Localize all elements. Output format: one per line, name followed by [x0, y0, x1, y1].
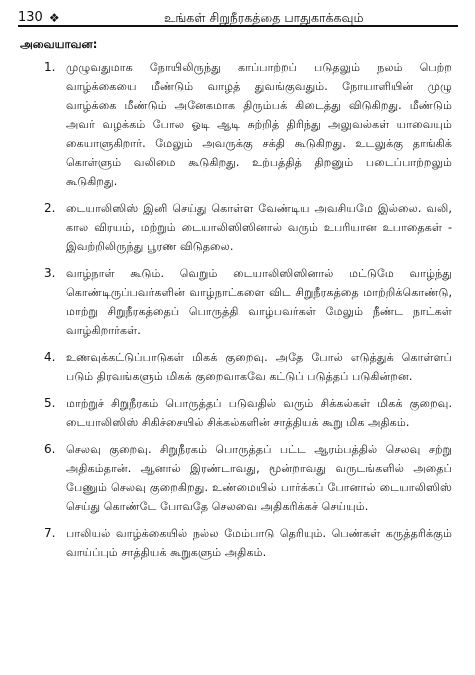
item-text: வாழ்நாள் கூடும். வெறும் டையாலிஸிஸினால் மட்டுமே வாழ்ந்து கொண்டிருப்பவர்களின் வாழ்நாட்களை விட சிறுநீரகத்தை மாற்றிக்கொண்டு, மாற்று சிறுநீரகத்தைப் பொருத்தி வாழ்பவர்கள் மேலும் நீண்ட நாட்கள் வாழ்கிறார்கள். — [66, 267, 452, 337]
running-title: உங்கள் சிறுநீரகத்தை பாதுகாக்கவும் — [164, 10, 364, 25]
list-item — [44, 524, 452, 562]
ornament-icon: ❖ — [48, 11, 60, 25]
item-text: மாற்றுச் சிறுநீரகம் பொருத்தப் படுவதில் வரும் சிக்கல்கள் மிகக் குறைவு. டையாலிஸிஸ் சிகிச்சையில் சிக்கல்களின் சாத்தியக் கூறு மிக அதிகம். — [66, 397, 452, 429]
list-item — [44, 264, 452, 340]
item-number: 3. — [44, 266, 56, 280]
item-number: 1. — [44, 60, 56, 74]
item-text: முழுவதுமாக நோயிலிருந்து காப்பாற்றப் படுதலும் நலம் பெற்ற வாழ்க்கையை மீண்டும் வாழத் துவங்குவதும். நோயாளியின் முழு வாழ்க்கை மீண்டும் அனேகமாக திரும்பக் கிடைத்து விடுகிறது. மீண்டும் அவர் வழக்கம் போல ஓடி ஆடி சுற்றித் திரிந்து அலுவல்கள் யாவையும் கையாளுகிறார். மேலும் அவருக்கு சக்தி கூடுகிறது. உடலுக்கு தாங்கிக் கொள்ளும் வலிமை கூடுகிறது. உற்பத்தித் திறனும் படைப்பாற்றலும் கூடுகிறது. — [66, 61, 452, 188]
item-number: 5. — [44, 396, 56, 410]
list-item — [44, 199, 452, 256]
list-item — [44, 348, 452, 386]
page-number: 130 — [18, 10, 43, 25]
item-number: 6. — [44, 442, 56, 456]
header-rule — [18, 25, 458, 27]
item-number: 7. — [44, 526, 56, 540]
item-text: பாலியல் வாழ்க்கையில் நல்ல மேம்பாடு தெரியும். பெண்கள் கருத்தரிக்கும் வாய்ப்பும் சாத்தியக் கூறுகளும் அதிகம். — [66, 527, 452, 559]
item-text: செலவு குறைவு. சிறுநீரகம் பொருத்தப் பட்ட ஆரம்பத்தில் செலவு சற்று அதிகம்தான். ஆனால் இரண்டாவது, மூன்றாவது வருடங்களில் அதைப் பேணும் செலவு குறைகிறது. உண்மையில் பார்க்கப் போனால் டையாலிஸிஸ் செய்து கொண்டே போவதே செலவை அதிகரிக்கச் செய்யும். — [66, 443, 452, 513]
item-number: 4. — [44, 350, 56, 364]
list-item — [44, 440, 452, 516]
item-text: டையாலிஸிஸ் இனி செய்து கொள்ள வேண்டிய அவசியமே இல்லை. வலி, கால விரயம், மற்றும் டையாலிஸிஸினால் வரும் உபரியான உபாதைகள் - இவற்றிலிருந்து பூரண விடுதலை. — [66, 202, 452, 253]
item-number: 2. — [44, 201, 56, 215]
running-header — [18, 4, 458, 26]
list-item — [44, 58, 452, 191]
benefits-list — [44, 58, 452, 570]
section-label: அவையாவன: — [20, 37, 98, 51]
list-item — [44, 394, 452, 432]
item-text: உணவுக்கட்டுப்பாடுகள் மிகக் குறைவு. அதே போல் எடுத்துக் கொள்ளப் படும் திரவங்களும் மிகக் குறைவாகவே கட்டுப் படுத்தப் படுகின்றன. — [66, 351, 452, 383]
